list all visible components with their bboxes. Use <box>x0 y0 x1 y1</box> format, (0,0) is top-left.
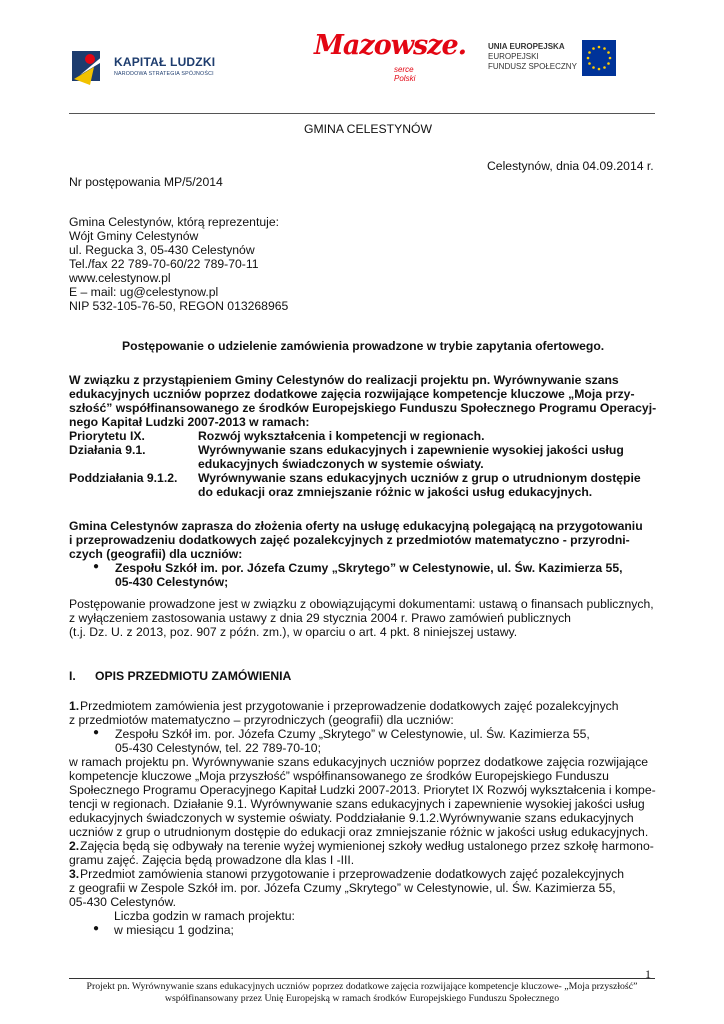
invite-line: i przeprowadzeniu dodatkowych zajęć pozalekcyjnych z przedmiotów matematyczno - przyrodni- <box>69 533 630 547</box>
subaction-text: do edukacji oraz zmniejszanie różnic w jakości usług edukacyjnych. <box>198 485 593 499</box>
ue-line1: UNIA EUROPEJSKA <box>488 42 565 51</box>
intro-line: szłość” współfinansowanego ze środków Europejskiego Funduszu Społecznego Programu Operacyj- <box>69 401 657 415</box>
mazowsze-logo <box>314 30 467 86</box>
point-text: z przedmiotów matematyczno – przyrodniczych (geografii) dla uczniów: <box>69 713 454 727</box>
point-text: uczniów z grup o utrudnionym dostępie do edukacji oraz zmniejszanie różnic w jakości usług edukacyjnych. <box>69 825 649 839</box>
ue-line3: FUNDUSZ SPOŁECZNY <box>488 62 577 71</box>
kapital-ludzki-title: KAPITAŁ LUDZKI <box>114 55 216 69</box>
email-link[interactable]: E – mail: ug@celestynow.pl <box>69 285 219 299</box>
section-title: OPIS PRZEDMIOTU ZAMÓWIENIA <box>95 669 292 683</box>
org-title: GMINA CELESTYNÓW <box>304 122 432 136</box>
invite-line: Gmina Celestynów zaprasza do złożenia oferty na usługę edukacyjną polegającą na przygotowaniu <box>69 519 643 533</box>
section-number: I. <box>69 669 76 683</box>
kapital-ludzki-logo <box>70 43 240 93</box>
footer-rule <box>69 978 655 979</box>
ue-efs-logo <box>488 40 628 80</box>
action-label: Działania 9.1. <box>69 443 146 457</box>
point-text: z geografii w Zespole Szkół im. por. Józefa Czumy „Skrytego” w Celestynowie, ul. Św. Kazimierza 55, <box>69 881 616 895</box>
point-text: Społecznego Programu Operacyjnego Kapitał Ludzki 2007-2013. Priorytet IX Rozwój wykształcenia i kompe- <box>69 783 656 797</box>
eu-flag-icon <box>582 40 616 76</box>
address-line: NIP 532-105-76-50, REGON 013268965 <box>69 299 289 313</box>
hours-label: Liczba godzin w ramach projektu: <box>114 909 295 923</box>
intro-line: edukacyjnych uczniów poprzez dodatkowe zajęcia rozwijające kompetencje kluczowe „Moja przy- <box>69 387 635 401</box>
point-number: 3. <box>69 867 80 881</box>
school-address: 05-430 Celestynów, tel. 22 789-70-10; <box>115 741 321 755</box>
subaction-text: Wyrównywanie szans edukacyjnych uczniów z grup o utrudnionym dostępie <box>198 471 641 485</box>
ue-line2: EUROPEJSKI <box>488 52 539 61</box>
school-name: Zespołu Szkół im. por. Józefa Czumy „Skrytego” w Celestynowie, ul. Św. Kazimierza 55, <box>115 727 590 741</box>
intro-line: nego Kapitał Ludzki 2007-2013 w ramach: <box>69 415 310 429</box>
school-address: 05-430 Celestynów; <box>115 575 229 589</box>
address-line: ul. Regucka 3, 05-430 Celestynów <box>69 243 255 257</box>
page-number: 1 <box>645 967 651 981</box>
address-line: Wójt Gminy Celestynów <box>69 229 199 243</box>
priority-label: Priorytetu IX. <box>69 429 145 443</box>
kapital-ludzki-emblem-icon <box>70 45 110 89</box>
bullet-icon: ● <box>93 561 100 572</box>
point-text: gramu zajęć. Zajęcia będą prowadzone dla klas I -III. <box>69 853 355 867</box>
reference-number: Nr postępowania MP/5/2014 <box>69 175 223 189</box>
address-line: Gmina Celestynów, którą reprezentuje: <box>69 215 279 229</box>
legal-line: Postępowanie prowadzone jest w związku z obowiązującymi dokumentami: ustawą o finansach publicznych, <box>69 597 654 611</box>
legal-line: z wyłączeniem zastosowania ustawy z dnia 29 stycznia 2004 r. Prawo zamówień publicznych <box>69 611 571 625</box>
point-text: Przedmiotem zamówienia jest przygotowanie i przeprowadzenie dodatkowych zajęć pozalekcyjnych <box>80 699 619 713</box>
priority-text: Rozwój wykształcenia i kompetencji w regionach. <box>198 429 485 443</box>
school-name: Zespołu Szkół im. por. Józefa Czumy „Skrytego” w Celestynowie, ul. Św. Kazimierza 55, <box>115 561 623 575</box>
point-text: Przedmiot zamówienia stanowi przygotowanie i przeprowadzenie dodatkowych zajęć pozalekcyjnych <box>80 867 624 881</box>
intro-line: W związku z przystąpieniem Gminy Celestynów do realizacji projektu pn. Wyrównywanie szans <box>69 373 619 387</box>
kapital-ludzki-subtitle: NARODOWA STRATEGIA SPÓJNOŚCI <box>114 71 214 77</box>
website-link[interactable]: www.celestynow.pl <box>69 271 171 285</box>
footer-line-2: współfinansowany przez Unię Europejską w ramach środków Europejskiego Funduszu Społecznego <box>164 993 560 1004</box>
point-text: Zajęcia będą się odbywały na terenie wyżej wymienionej szkoły według ustalonego przez szkołę harmono- <box>80 839 654 853</box>
subaction-label: Poddziałania 9.1.2. <box>69 471 178 485</box>
date-line: Celestynów, dnia 04.09.2014 r. <box>487 159 654 173</box>
mazowsze-logo-sub: serce Polski <box>394 65 416 83</box>
point-text: tencji w regionach. Działanie 9.1. Wyrównywanie szans edukacyjnych i zapewnienie wysokiej jakości usług <box>69 797 645 811</box>
invite-line: czych (geografii) dla uczniów: <box>69 547 243 561</box>
point-number: 1. <box>69 699 80 713</box>
bullet-icon: ● <box>93 923 100 934</box>
hours-item: w miesiącu 1 godzina; <box>114 923 234 937</box>
footer-line-1: Projekt pn. Wyrównywanie szans edukacyjnych uczniów poprzez dodatkowe zajęcia rozwijające kompetencje kluczowe- „Moja przyszłość” <box>86 981 638 992</box>
point-number: 2. <box>69 839 80 853</box>
point-text: edukacyjnych świadczonych w systemie oświaty. Poddziałanie 9.1.2.Wyrównywanie szans edukacyjnych <box>69 811 634 825</box>
point-text: kompetencje kluczowe „Moja przyszłość” współfinansowanego ze środków Europejskiego Funduszu <box>69 769 609 783</box>
mazowsze-logo-text: Mazowsze. <box>314 30 467 61</box>
action-text: edukacyjnych świadczonych w systemie oświaty. <box>198 457 484 471</box>
address-line: Tel./fax 22 789-70-60/22 789-70-11 <box>69 257 259 271</box>
point-text: 05-430 Celestynów. <box>69 895 177 909</box>
legal-line: (t.j. Dz. U. z 2013, poz. 907 z późn. zm.), w oparciu o art. 4 pkt. 8 niniejszej ustawy. <box>69 625 518 639</box>
header-rule <box>69 113 655 114</box>
subject-line: Postępowanie o udzielenie zamówienia prowadzone w trybie zapytania ofertowego. <box>122 339 605 353</box>
point-text: w ramach projektu pn. Wyrównywanie szans edukacyjnych uczniów poprzez dodatkowe zajęcia rozwijające <box>69 755 649 769</box>
bullet-icon: ● <box>93 727 100 738</box>
action-text: Wyrównywanie szans edukacyjnych i zapewnienie wysokiej jakości usług <box>198 443 624 457</box>
